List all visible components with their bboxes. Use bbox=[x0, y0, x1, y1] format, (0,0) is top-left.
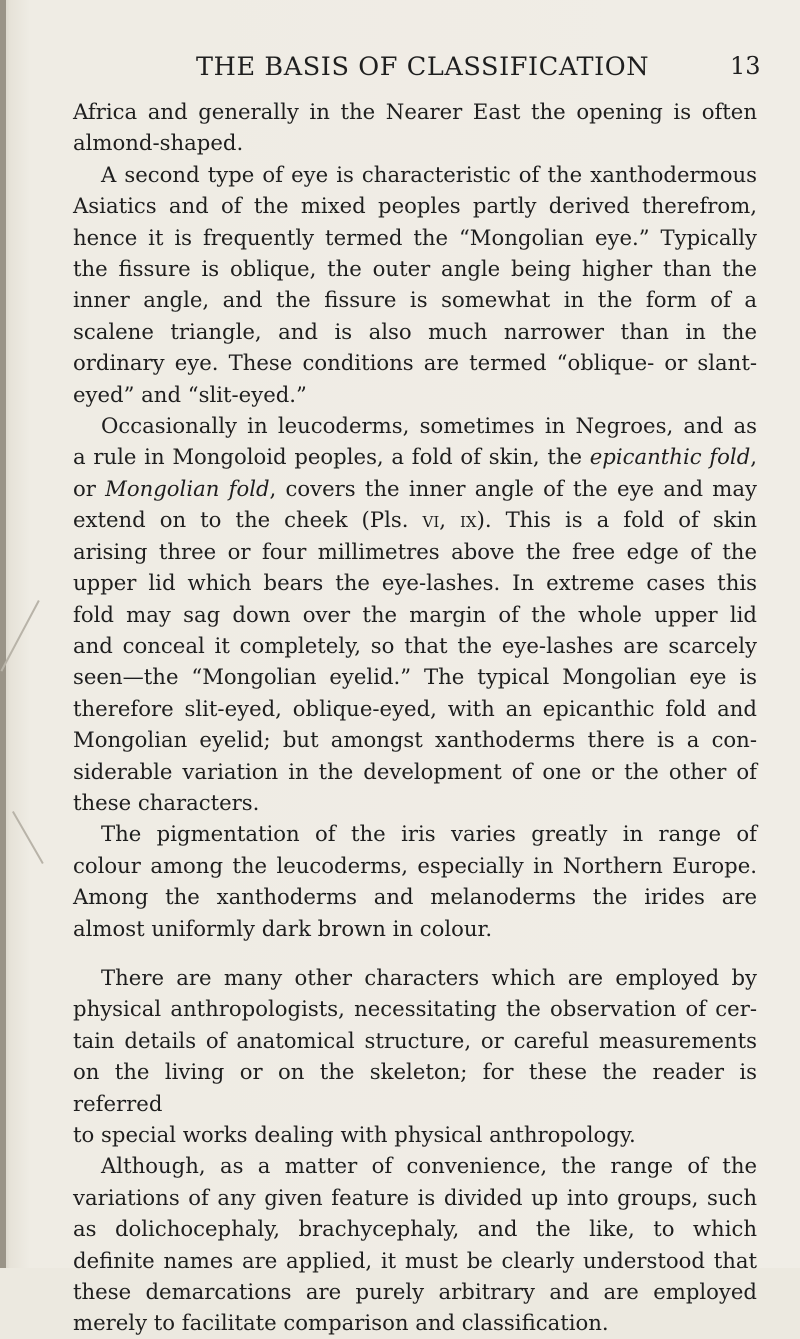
text-line: these demarcations are purely arbitrary and are employed bbox=[73, 1279, 757, 1305]
text-line: Africa and generally in the Nearer East the opening is often bbox=[73, 99, 757, 124]
text-line bbox=[73, 473, 757, 504]
text-line: Among the xanthoderms and melanoderms the irides are bbox=[73, 884, 757, 910]
text-line: Although, as a matter of convenience, the range of the bbox=[101, 1153, 757, 1179]
text-line: merely to facilitate comparison and classification. bbox=[73, 1310, 609, 1336]
text-line: as dolichocephaly, brachycephaly, and the like, to which bbox=[73, 1216, 757, 1242]
margin-pencil-mark bbox=[12, 811, 44, 864]
paragraph-1 bbox=[73, 96, 757, 159]
text-fragment: a rule in Mongoloid peoples, a fold of skin, the bbox=[73, 444, 590, 470]
text-line: to special works dealing with physical anthropology. bbox=[73, 1122, 636, 1147]
body-text bbox=[73, 96, 757, 1339]
paragraph-6 bbox=[73, 1150, 757, 1338]
text-line: hence it is frequently termed the “Mongolian eye.” Typically bbox=[73, 224, 757, 250]
text-line: tain details of anatomical structure, or careful measurements bbox=[73, 1027, 757, 1053]
text-fragment: , bbox=[750, 444, 758, 470]
text-fragment: or bbox=[73, 475, 106, 501]
text-line: arising three or four millimetres above the free edge of the bbox=[73, 538, 757, 564]
text-line: fold may sag down over the margin of the whole upper lid bbox=[73, 601, 757, 627]
margin-pencil-mark bbox=[0, 600, 39, 672]
text-line: Asiatics and of the mixed peoples partly derived therefrom, bbox=[73, 193, 757, 219]
text-line: therefore slit-eyed, oblique-eyed, with an epicanthic fold and bbox=[73, 695, 757, 721]
paragraph-4 bbox=[73, 818, 757, 944]
term-mongolian-fold: Mongolian fold bbox=[105, 475, 270, 501]
running-title: THE BASIS OF CLASSIFICATION bbox=[196, 52, 650, 82]
text-line: The pigmentation of the iris varies greatly in range of bbox=[101, 821, 757, 847]
text-line: scalene triangle, and is also much narrower than in the bbox=[73, 318, 757, 344]
paragraph-5 bbox=[73, 962, 757, 1150]
text-line: colour among the leucoderms, especially in Northern Europe. bbox=[73, 852, 757, 878]
text-line: siderable variation in the development of one or the other of bbox=[73, 758, 757, 784]
text-line bbox=[73, 504, 757, 535]
text-line: on the living or on the skeleton; for these the reader is referred bbox=[73, 1059, 757, 1116]
text-line: Occasionally in leucoderms, sometimes in Negroes, and as bbox=[101, 413, 757, 439]
page-spine-edge bbox=[0, 0, 6, 1268]
paragraph-2 bbox=[73, 159, 757, 410]
text-fragment: ). This is a fold of skin bbox=[476, 507, 757, 533]
text-line: the fissure is oblique, the outer angle being higher than the bbox=[73, 256, 757, 282]
text-line: inner angle, and the fissure is somewhat in the form of a bbox=[73, 287, 757, 313]
text-line: and conceal it completely, so that the eye-lashes are scarcely bbox=[73, 632, 757, 658]
text-line: these characters. bbox=[73, 789, 260, 815]
text-line: ordinary eye. These conditions are termed “oblique- or slant- bbox=[73, 350, 757, 376]
text-fragment: extend on to the cheek (Pls. bbox=[73, 507, 423, 533]
text-line: There are many other characters which are employed by bbox=[101, 964, 757, 990]
text-line: physical anthropologists, necessitating the observation of cer- bbox=[73, 996, 757, 1022]
text-line: Mongolian eyelid; but amongst xanthoderms there is a con- bbox=[73, 727, 757, 753]
text-line: almost uniformly dark brown in colour. bbox=[73, 915, 493, 941]
text-line: almond-shaped. bbox=[73, 130, 244, 156]
text-line: seen—the “Mongolian eyelid.” The typical Mongolian eye is bbox=[73, 664, 757, 690]
text-fragment: , covers the inner angle of the eye and may bbox=[269, 475, 757, 501]
text-line bbox=[73, 441, 757, 472]
page-header bbox=[0, 52, 800, 92]
paragraph-3 bbox=[73, 410, 757, 818]
text-line: eyed” and “slit-eyed.” bbox=[73, 381, 307, 407]
text-line: A second type of eye is characteristic of the xanthodermous bbox=[101, 161, 757, 187]
page-number: 13 bbox=[730, 52, 761, 80]
text-line: upper lid which bears the eye-lashes. In extreme cases this bbox=[73, 570, 757, 596]
text-line: variations of any given feature is divided up into groups, such bbox=[73, 1184, 757, 1210]
term-epicanthic-fold: epicanthic fold bbox=[589, 444, 751, 470]
text-line: definite names are applied, it must be clearly understood that bbox=[73, 1247, 757, 1273]
plate-references: vi, ix bbox=[422, 507, 477, 533]
